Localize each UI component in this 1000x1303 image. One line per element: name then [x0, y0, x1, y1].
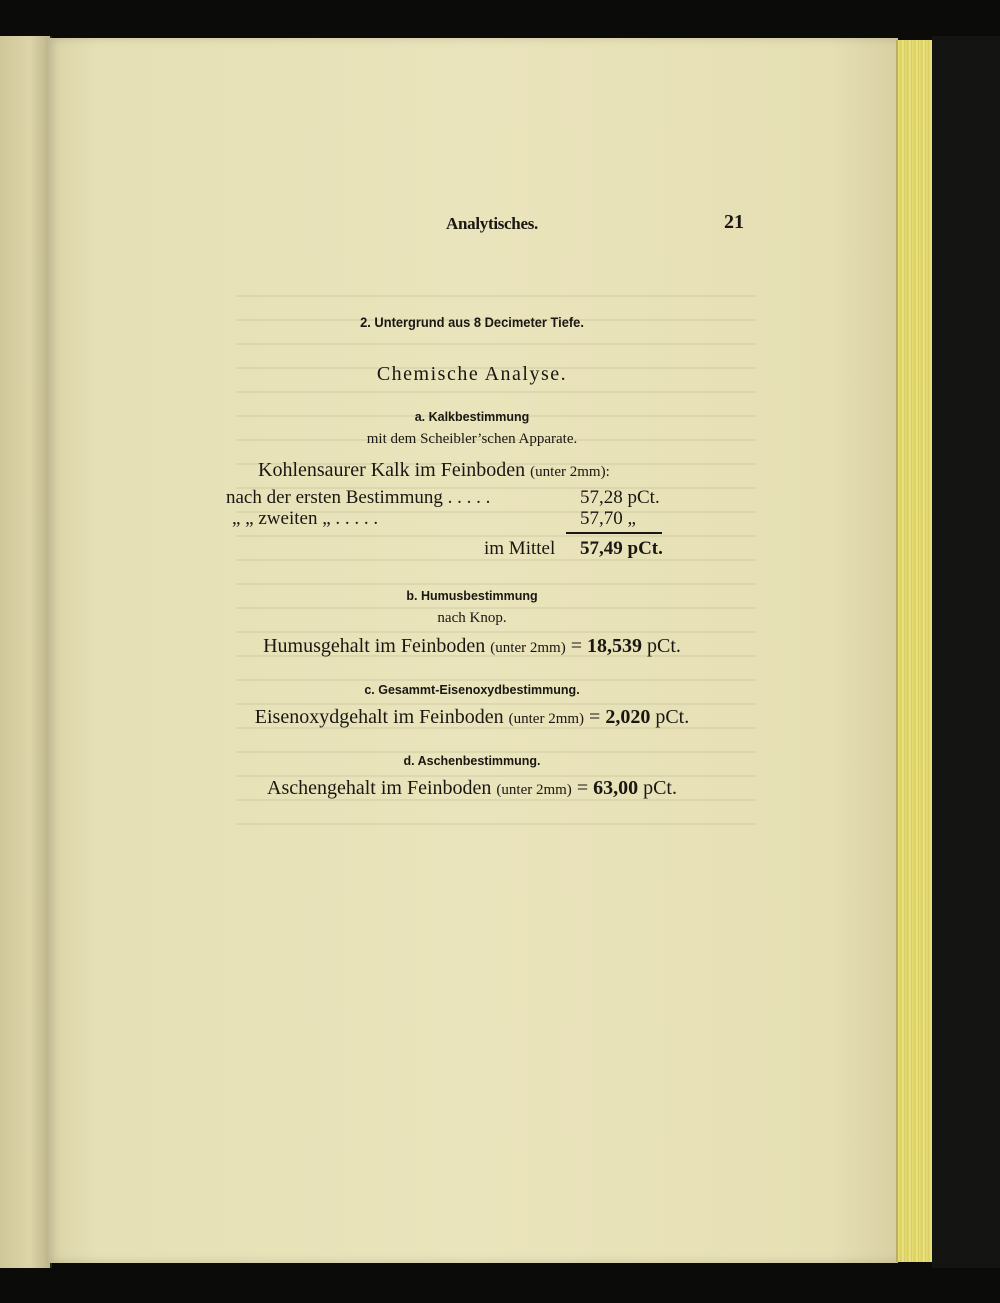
kalk-intro-line: [258, 459, 610, 482]
section-title: 2. Untergrund aus 8 Decimeter Tiefe.: [360, 314, 584, 330]
kalk-row-2: [232, 508, 666, 532]
humus-heading: b. Humusbestimmung: [406, 589, 538, 603]
eisen-line-equals: =: [589, 706, 601, 728]
asche-line-unit: pCt.: [643, 777, 677, 799]
asche-result-line: [46, 777, 898, 800]
kalk-row-value: 57,28 pCt.: [580, 487, 660, 508]
kalk-row-label: „ „ zweiten „ . . . . .: [232, 508, 379, 529]
humus-result-line: [46, 635, 898, 658]
kalk-intro-main: Kohlensaurer Kalk im Feinboden: [258, 459, 526, 481]
asche-line-equals: =: [576, 777, 589, 799]
kalk-row-label: nach der ersten Bestimmung . . . . .: [226, 487, 491, 508]
analysis-title: Chemische Analyse.: [376, 363, 568, 385]
sum-rule: [566, 532, 662, 534]
asche-line-qualifier: (unter 2mm): [496, 782, 572, 798]
eisen-line-main: Eisenoxydgehalt im Feinboden: [254, 706, 504, 728]
eisen-line-qualifier: (unter 2mm): [508, 711, 585, 727]
eisen-line-value: 2,020: [605, 706, 651, 728]
kalk-heading: a. Kalkbestimmung: [414, 410, 530, 424]
page-number: 21: [724, 211, 744, 233]
facing-page-edge: [0, 36, 52, 1268]
kalk-mean-number: 57,49 pCt.: [580, 538, 663, 559]
humus-line-value: 18,539: [586, 635, 642, 657]
asche-line-main: Aschengehalt im Feinboden: [267, 777, 492, 799]
asche-heading: d. Aschenbestimmung.: [403, 754, 541, 768]
kalk-row-value: 57,70 „: [580, 508, 636, 529]
kalk-subheading: mit dem Scheibler’schen Apparate.: [366, 431, 578, 447]
kalk-mean-value: [580, 538, 663, 560]
humus-line-equals: =: [570, 635, 582, 657]
book-binding: [932, 36, 1000, 1268]
humus-line-unit: pCt.: [646, 635, 681, 657]
page-block-edge: [896, 40, 934, 1262]
eisen-line-unit: pCt.: [655, 706, 690, 728]
humus-line-main: Humusgehalt im Feinboden: [263, 635, 486, 657]
kalk-mean-label: im Mittel: [484, 538, 556, 559]
humus-line-qualifier: (unter 2mm): [490, 640, 566, 656]
eisen-result-line: [46, 706, 898, 729]
humus-subheading: nach Knop.: [437, 610, 507, 626]
kalk-intro-qualifier: (unter 2mm):: [530, 464, 610, 480]
book-page: [46, 38, 898, 1263]
eisen-heading: c. Gesammt-Eisenoxydbestimmung.: [364, 683, 580, 697]
asche-line-value: 63,00: [593, 777, 639, 799]
running-header: Analytisches.: [446, 214, 538, 233]
